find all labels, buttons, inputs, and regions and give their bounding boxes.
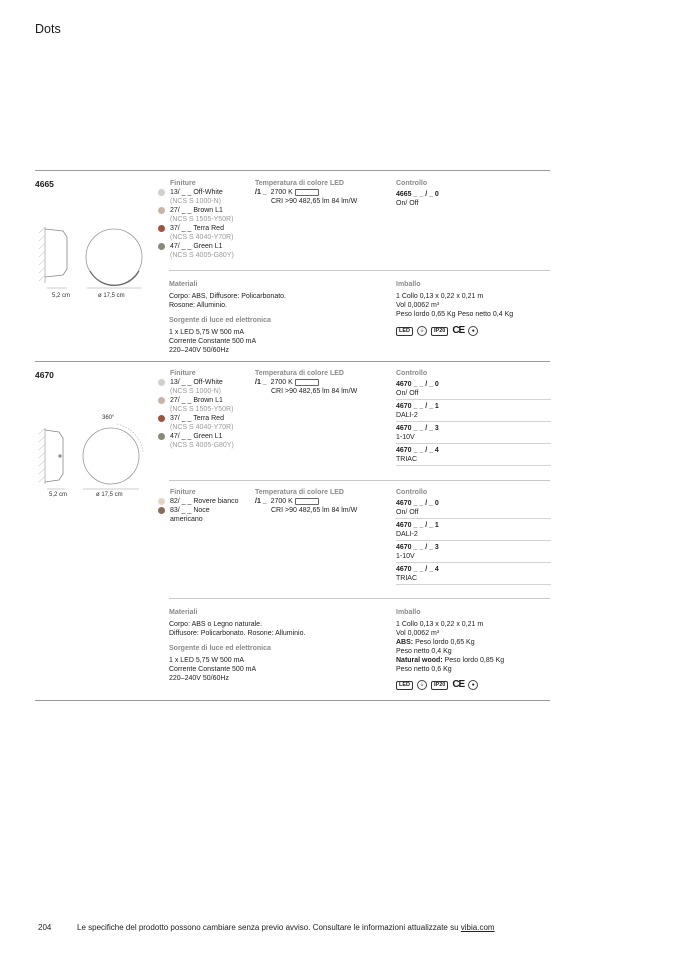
color-temperature-4665 bbox=[255, 179, 390, 206]
control-label: Controllo bbox=[396, 370, 428, 377]
temp-code: /1 _ bbox=[255, 189, 267, 196]
finish-ncs: (NCS S 1000-N) bbox=[170, 388, 221, 395]
color-swatch bbox=[158, 189, 165, 196]
cri-value: CRI >90 482,65 lm 84 lm/W bbox=[271, 388, 358, 395]
rotation-label: 360° bbox=[102, 415, 115, 421]
finish-code: 47/ _ _ Green L1 bbox=[170, 433, 223, 440]
color-swatch bbox=[158, 225, 165, 232]
depth-dimension: 5,2 cm bbox=[49, 492, 68, 498]
section-divider bbox=[35, 170, 550, 171]
cri-value: CRI >90 482,65 lm 84 lm/W bbox=[271, 198, 358, 205]
class-iii-icon: ⏚ bbox=[417, 680, 427, 690]
wood-net-weight: Peso netto 0,6 Kg bbox=[396, 666, 452, 673]
temperature-label: Temperatura di colore LED bbox=[255, 180, 344, 187]
materials-text: Corpo: ABS o Legno naturale. bbox=[169, 621, 263, 628]
finish-code: 82/ _ _ Rovere bianco bbox=[170, 498, 239, 505]
finish-item bbox=[158, 188, 253, 197]
control-code: 4665 _ _ / _ 0 bbox=[396, 191, 439, 198]
finish-code: 83/ _ _ Noce bbox=[170, 507, 210, 514]
source-line: Corrente Constante 500 mA bbox=[169, 338, 257, 345]
control-code: 4670 _ _ / _ 4 bbox=[396, 447, 439, 454]
finish-ncs: (NCS S 1505-Y50R) bbox=[170, 216, 234, 223]
control-code: 4670 _ _ / _ 3 bbox=[396, 425, 439, 432]
footer-link[interactable]: vibia.com bbox=[460, 923, 495, 932]
ce-mark: CE bbox=[452, 679, 465, 690]
control-divider bbox=[396, 540, 551, 541]
finish-ncs: (NCS S 1505-Y50R) bbox=[170, 406, 234, 413]
kelvin-value: 2700 K bbox=[270, 498, 293, 505]
finish-item bbox=[158, 378, 253, 387]
temperature-label: Temperatura di colore LED bbox=[255, 489, 344, 496]
finish-code: 27/ _ _ Brown L1 bbox=[170, 397, 223, 404]
control-divider bbox=[396, 399, 551, 400]
color-swatch bbox=[158, 397, 165, 404]
color-swatch bbox=[158, 415, 165, 422]
color-swatch bbox=[158, 243, 165, 250]
abs-net-weight: Peso netto 0,4 Kg bbox=[396, 648, 452, 655]
temperature-label: Temperatura di colore LED bbox=[255, 370, 344, 377]
control-name: TRIAC bbox=[396, 456, 417, 463]
color-temperature-icon bbox=[295, 189, 319, 196]
finishes-4665 bbox=[158, 179, 253, 260]
diameter-dimension: ø 17,5 cm bbox=[96, 492, 123, 498]
wood-color-temperature-4670 bbox=[255, 488, 390, 515]
controls-4665 bbox=[396, 179, 551, 208]
finish-item bbox=[158, 242, 253, 251]
recycle-icon: ● bbox=[468, 326, 478, 336]
control-divider bbox=[396, 421, 551, 422]
row-divider bbox=[169, 480, 550, 481]
finish-item bbox=[158, 432, 253, 441]
color-temperature-icon bbox=[295, 379, 319, 386]
finish-code-cont: americano bbox=[170, 516, 203, 523]
materials-label: Materiali bbox=[169, 609, 198, 616]
control-divider bbox=[396, 465, 551, 466]
control-label: Controllo bbox=[396, 489, 428, 496]
control-code: 4670 _ _ / _ 1 bbox=[396, 522, 439, 529]
cri-value: CRI >90 482,65 lm 84 lm/W bbox=[271, 507, 358, 514]
abs-label: ABS: bbox=[396, 639, 414, 646]
diameter-dimension: ø 17,5 cm bbox=[98, 293, 125, 299]
materials-label: Materiali bbox=[169, 281, 198, 288]
product-code-4665: 4665 bbox=[35, 179, 54, 189]
finishes-4670 bbox=[158, 369, 253, 450]
packing-label: Imballo bbox=[396, 609, 421, 616]
control-code: 4670 _ _ / _ 3 bbox=[396, 544, 439, 551]
finish-code: 13/ _ _ Off-White bbox=[170, 379, 223, 386]
control-name: On/ Off bbox=[396, 390, 419, 397]
finish-ncs: (NCS S 4040-Y70R) bbox=[170, 424, 234, 431]
finishes-label: Finiture bbox=[170, 180, 196, 187]
footer-text: Le specifiche del prodotto possono cambiare senza previo avviso. Consultare le informazioni attualizzate su bbox=[77, 923, 459, 932]
finish-code: 13/ _ _ Off-White bbox=[170, 189, 223, 196]
abs-weight: Peso lordo 0,65 Kg bbox=[415, 639, 475, 646]
finish-item bbox=[158, 224, 253, 233]
control-code: 4670 _ _ / _ 1 bbox=[396, 403, 439, 410]
ip20-badge: IP20 bbox=[431, 327, 448, 336]
row-divider bbox=[169, 598, 550, 599]
finish-item bbox=[158, 414, 253, 423]
color-temperature-4670 bbox=[255, 369, 390, 396]
depth-dimension: 5,2 cm bbox=[52, 293, 71, 299]
color-swatch bbox=[158, 379, 165, 386]
light-source-label: Sorgente di luce ed elettronica bbox=[169, 645, 271, 652]
finish-code: 27/ _ _ Brown L1 bbox=[170, 207, 223, 214]
wood-finishes-4670 bbox=[158, 488, 253, 524]
finish-ncs: (NCS S 4005-G80Y) bbox=[170, 442, 234, 449]
product-drawing-4670 bbox=[35, 412, 155, 492]
temp-code: /1 _ bbox=[255, 379, 267, 386]
controls-4670 bbox=[396, 369, 551, 468]
led-badge: LED bbox=[396, 327, 413, 336]
ip20-badge: IP20 bbox=[431, 681, 448, 690]
section-title: Dots bbox=[35, 22, 61, 36]
packing-line: Peso lordo 0,65 Kg Peso netto 0,4 Kg bbox=[396, 311, 514, 318]
packing-4665 bbox=[396, 280, 556, 336]
swatch-83 bbox=[158, 507, 165, 514]
control-divider bbox=[396, 562, 551, 563]
control-code: 4670 _ _ / _ 4 bbox=[396, 566, 439, 573]
control-divider bbox=[396, 584, 551, 585]
source-line: 1 x LED 5,75 W 500 mA bbox=[169, 329, 245, 336]
materials-text-2: Diffusore: Policarbonato. Rosone: Alluminio. bbox=[169, 630, 306, 637]
certification-badges bbox=[396, 326, 556, 336]
kelvin-value: 2700 K bbox=[270, 379, 293, 386]
finish-ncs: (NCS S 4040-Y70R) bbox=[170, 234, 234, 241]
control-name: 1-10V bbox=[396, 434, 415, 441]
control-name: DALI-2 bbox=[396, 412, 418, 419]
finish-ncs: (NCS S 1000-N) bbox=[170, 198, 221, 205]
control-name: 1-10V bbox=[396, 553, 415, 560]
page-number: 204 bbox=[38, 923, 52, 932]
packing-line: 1 Collo 0,13 x 0,22 x 0,21 m bbox=[396, 621, 484, 628]
finishes-label: Finiture bbox=[170, 370, 196, 377]
control-name: TRIAC bbox=[396, 575, 417, 582]
finish-item bbox=[158, 206, 253, 215]
wood-weight: Peso lordo 0,85 Kg bbox=[444, 657, 505, 664]
finish-code: 37/ _ _ Terra Red bbox=[170, 415, 224, 422]
source-line: Corrente Constante 500 mA bbox=[169, 666, 257, 673]
packing-line: 1 Collo 0,13 x 0,22 x 0,21 m bbox=[396, 293, 484, 300]
color-swatch bbox=[158, 433, 165, 440]
ce-mark: CE bbox=[452, 325, 465, 336]
control-name: On/ Off bbox=[396, 200, 419, 207]
color-swatch bbox=[158, 207, 165, 214]
packing-label: Imballo bbox=[396, 281, 421, 288]
control-code: 4670 _ _ / _ 0 bbox=[396, 381, 439, 388]
finish-code: 47/ _ _ Green L1 bbox=[170, 243, 223, 250]
finishes-label: Finiture bbox=[170, 489, 196, 496]
source-line: 220–240V 50/60Hz bbox=[169, 347, 229, 354]
swatch-82 bbox=[158, 498, 165, 505]
certification-badges bbox=[396, 680, 556, 690]
control-code: 4670 _ _ / _ 0 bbox=[396, 500, 439, 507]
finish-item bbox=[158, 396, 253, 405]
finish-ncs: (NCS S 4005-G80Y) bbox=[170, 252, 234, 259]
section-divider bbox=[35, 361, 550, 362]
packing-line: Vol 0,0062 m³ bbox=[396, 630, 440, 637]
led-badge: LED bbox=[396, 681, 413, 690]
control-divider bbox=[396, 443, 551, 444]
product-code-4670: 4670 bbox=[35, 370, 54, 380]
wood-controls-4670 bbox=[396, 488, 551, 587]
footer-disclaimer bbox=[77, 923, 495, 932]
packing-4670 bbox=[396, 608, 556, 690]
section-divider bbox=[35, 700, 550, 701]
materials-4665 bbox=[169, 280, 389, 355]
light-source-label: Sorgente di luce ed elettronica bbox=[169, 317, 271, 324]
wood-label: Natural wood: bbox=[396, 657, 443, 664]
materials-text: Corpo: ABS, Diffusore: Policarbonato. bbox=[169, 293, 286, 300]
materials-4670 bbox=[169, 608, 389, 683]
row-divider bbox=[169, 270, 550, 271]
recycle-icon: ● bbox=[468, 680, 478, 690]
kelvin-value: 2700 K bbox=[270, 189, 293, 196]
source-line: 220–240V 50/60Hz bbox=[169, 675, 229, 682]
finish-code: 37/ _ _ Terra Red bbox=[170, 225, 224, 232]
packing-line: Vol 0,0062 m³ bbox=[396, 302, 440, 309]
color-temperature-icon bbox=[295, 498, 319, 505]
source-line: 1 x LED 5,75 W 500 mA bbox=[169, 657, 245, 664]
temp-code: /1 _ bbox=[255, 498, 267, 505]
class-iii-icon: ⏚ bbox=[417, 326, 427, 336]
control-name: On/ Off bbox=[396, 509, 419, 516]
control-divider bbox=[396, 518, 551, 519]
control-label: Controllo bbox=[396, 180, 428, 187]
control-name: DALI-2 bbox=[396, 531, 418, 538]
materials-text-2: Rosone: Alluminio. bbox=[169, 302, 227, 309]
